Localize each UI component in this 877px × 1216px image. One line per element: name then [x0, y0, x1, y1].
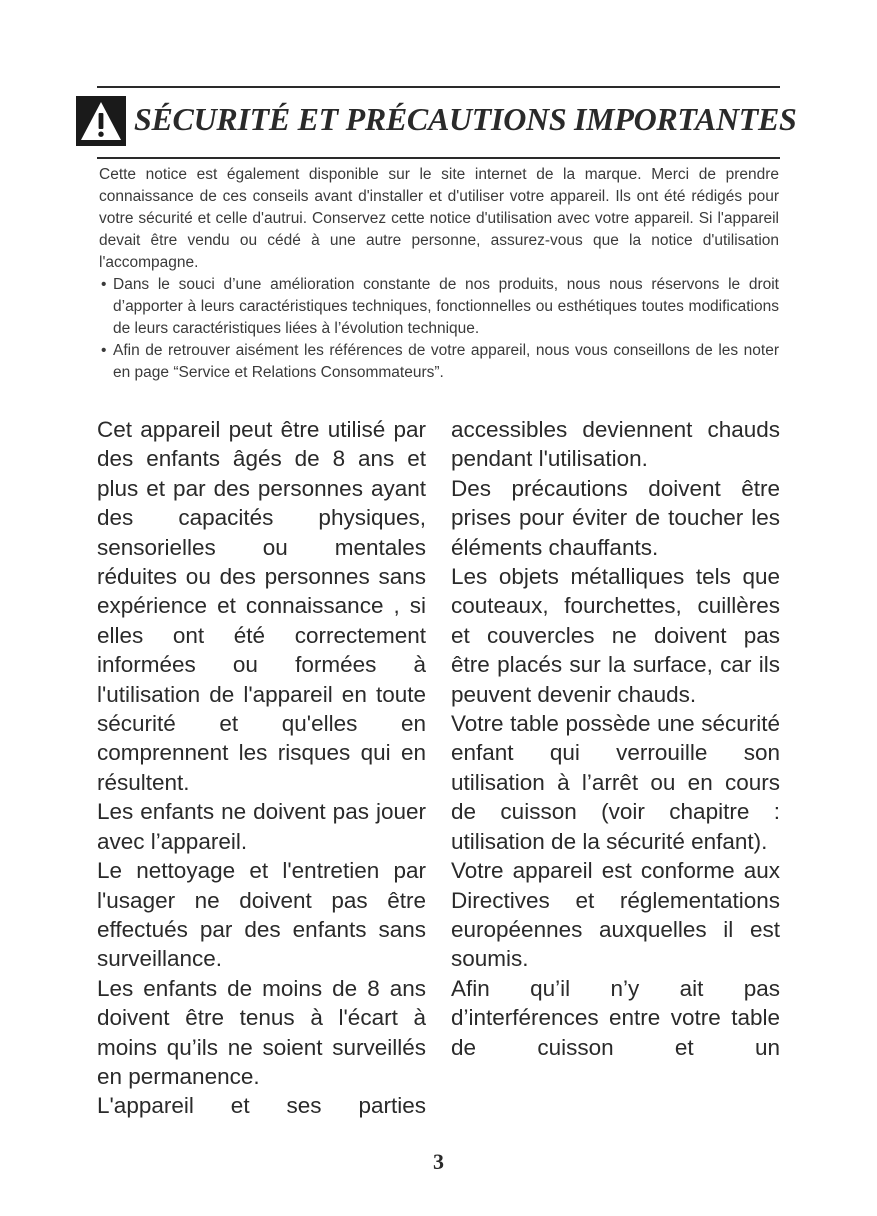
right-paragraph-3: Les objets métalliques tels que couteaux, fourchettes, cuillères et couvercles ne doivent pas être placés sur la surface, car ils peuvent devenir chauds. [451, 564, 780, 707]
bullet-text: Dans le souci d’une amélioration constante de nos produits, nous nous réservons le droit d’apporter à leurs caractéristiques techniques, fonctionnelles ou esthétiques toutes modifications de leurs caractéristiques liées à l’évolution technique. [113, 276, 779, 337]
intro-paragraph: Cette notice est également disponible sur le site internet de la marque. Merci de prendre connaissance de ces conseils avant d'installer et d'utiliser votre appareil. Ils ont été rédigés pour votre sécurité et celle d'autrui. Conservez cette notice d'utilisation avec votre appareil. Si l'appareil devait être vendu ou cédé à une autre personne, assurez-vous que la notice d'utilisation l'accompagne. [99, 166, 779, 271]
list-item [99, 340, 779, 384]
page-number: 3 [433, 1149, 444, 1174]
body-columns [97, 415, 780, 1127]
left-paragraph-1: Cet appareil peut être utilisé par des enfants âgés de 8 ans et plus et par des personnes ayant des capacités physiques, sensorielles ou mentales réduites ou des personnes sans expérience et connaissance , si elles ont été correctement informées ou formées à l'utilisation de l'appareil en toute sécurité et qu'elles en comprennent les risques qui en résultent. [97, 417, 426, 795]
list-item [99, 274, 779, 340]
left-paragraph-3: Le nettoyage et l'entretien par l'usager ne doivent pas être effectués par des enfants sans surveillance. [97, 858, 426, 972]
right-paragraph-5: Votre appareil est conforme aux Directives et réglementations européennes auxquelles il est soumis. [451, 858, 780, 972]
right-paragraph-6: Afin qu’il n’y ait pas d’interférences entre votre table de cuisson et un [451, 975, 780, 1060]
warning-icon-box [76, 96, 126, 146]
header-top-rule [97, 86, 780, 88]
bullet-text: Afin de retrouver aisément les références de votre appareil, nous vous conseillons de les noter en page “Service et Relations Consommateurs”. [113, 342, 779, 381]
right-paragraph-1: accessibles deviennent chauds pendant l'utilisation. [451, 417, 780, 472]
intro-bullet-list [99, 274, 779, 384]
left-paragraph-5: L'appareil et ses parties [97, 1093, 426, 1119]
warning-triangle-icon [80, 100, 122, 142]
header-bottom-rule [97, 157, 780, 159]
left-column [97, 415, 426, 1127]
bullet-icon: • [101, 342, 107, 359]
left-paragraph-4: Les enfants de moins de 8 ans doivent être tenus à l'écart à moins qu’ils ne soient surveillés en permanence. [97, 975, 426, 1089]
page-title: SÉCURITÉ ET PRÉCAUTIONS IMPORTANTES [134, 101, 797, 137]
right-paragraph-2: Des précautions doivent être prises pour éviter de toucher les éléments chauffants. [451, 475, 780, 560]
left-paragraph-2: Les enfants ne doivent pas jouer avec l’appareil. [97, 799, 426, 854]
bullet-icon: • [101, 276, 107, 293]
right-column [451, 415, 780, 1127]
intro-section [99, 164, 779, 384]
right-paragraph-4: Votre table possède une sécurité enfant qui verrouille son utilisation à l’arrêt ou en cours de cuisson (voir chapitre : utilisation de la sécurité enfant). [451, 711, 780, 854]
